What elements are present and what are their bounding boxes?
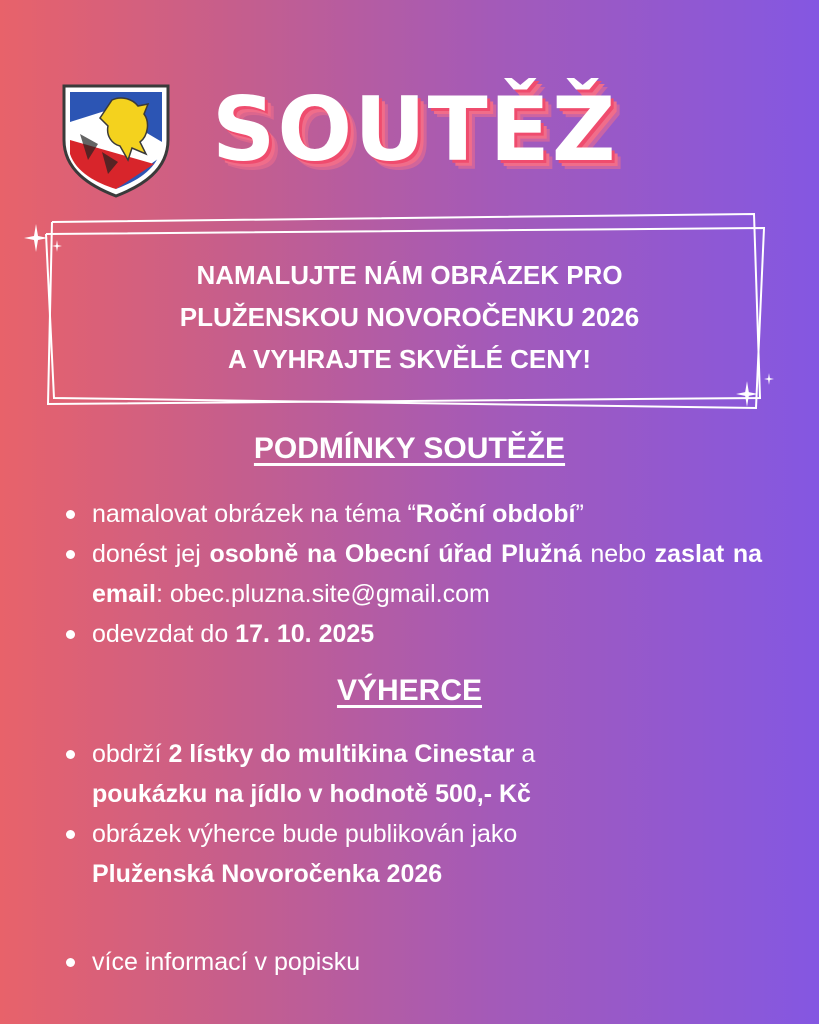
text-bold: Pluženská Novoročenka 2026 — [92, 860, 443, 888]
crest-icon — [58, 82, 174, 198]
list-item — [62, 734, 742, 814]
text: a — [514, 740, 536, 768]
winner-heading: VÝHERCE — [336, 674, 483, 707]
text: donést jej — [92, 540, 210, 568]
text: ” — [575, 500, 584, 528]
deadline-date: 17. 10. 2025 — [235, 620, 375, 648]
conditions-list — [62, 494, 762, 654]
text-bold: Roční období — [415, 500, 576, 528]
text-bold: osobně na Obecní úřad Plužná — [209, 540, 582, 568]
list-item — [62, 614, 762, 654]
text-bold: 2 lístky do multikina Cinestar — [168, 740, 515, 768]
banner-line: NAMALUJTE NÁM OBRÁZEK PRO — [196, 260, 623, 290]
list-item — [62, 534, 762, 614]
winner-list — [62, 734, 742, 894]
text: namalovat obrázek na téma “ — [92, 500, 416, 528]
text-bold: poukázku na jídlo v hodnotě 500,- Kč — [92, 780, 531, 808]
text: nebo — [581, 540, 655, 568]
sparkle-icon — [736, 380, 758, 408]
text: obdrží — [92, 740, 169, 768]
sparkle-icon — [52, 240, 62, 252]
banner-line: A VYHRAJTE SKVĚLÉ CENY! — [227, 344, 592, 374]
footer-list — [62, 942, 742, 982]
conditions-heading: PODMÍNKY SOUTĚŽE — [253, 432, 566, 465]
list-item — [62, 494, 762, 534]
sparkle-icon — [24, 224, 48, 252]
banner-text — [0, 254, 819, 380]
text: odevzdat do — [92, 620, 236, 648]
text-bold: zaslat na email — [92, 540, 762, 608]
banner-line: PLUŽENSKOU NOVOROČENKU 2026 — [179, 302, 640, 332]
list-item: více informací v popisku — [62, 942, 742, 982]
list-item — [62, 814, 742, 894]
page-title: SOUTĚŽ — [212, 78, 618, 181]
email-text: : obec.pluzna.site@gmail.com — [155, 580, 490, 608]
text: obrázek výherce bude publikován jako — [92, 820, 518, 848]
